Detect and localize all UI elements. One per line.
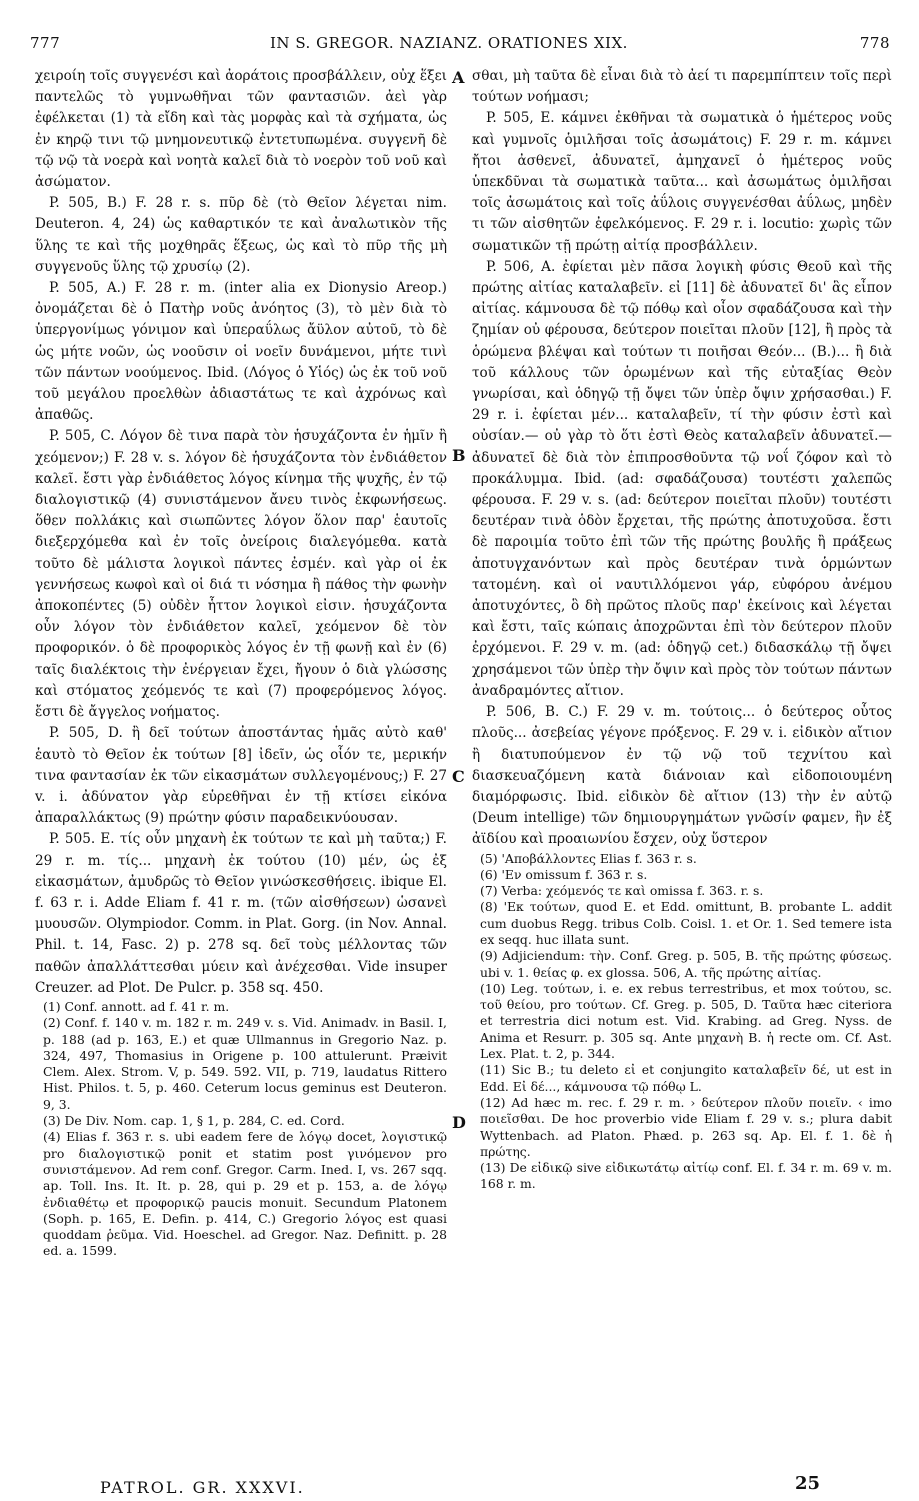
left-paragraph-4: P. 505, C. Λόγον δὲ τινα παρὰ τὸν ἡσυχάζοντα ἐν ἡμῖν ἢ χεόμενον;) F. 28 v. s. λόγον δὲ ἡσυχάζοντα τὸν ἐνδιάθετον καλεῖ. ἔστι γὰρ ἐνδιάθετος λόγος κίνημα τῆς ψυχῆς, ἐν τῷ διαλογιστικῷ (4) συνιστάμενον ἄνευ τινὸς ἐκφωνήσεως. ὅθεν πολλάκις καὶ σιωπῶντες λόγον ὅλον παρ' ἑαυτοῖς διεξερχόμεθα καὶ ἐν τοῖς ὀνείροις διαλεγόμεθα. κατὰ τοῦτο δὲ μάλιστα λογικοὶ πάντες ἐσμέν. καὶ γὰρ οἱ ἐκ γεννήσεως κωφοὶ καὶ οἱ διά τι νόσημα ἢ πάθος τὴν φωνὴν ἀποκοπέντες (5) οὐδὲν ἧττον λογικοὶ εἰσιν. ἡσυχάζοντα οὖν λόγον τὸν ἐνδιάθετον καλεῖ, χεόμενον δὲ τὸν προφορικόν. ὁ δὲ προφορικὸς λόγος ἐν τῇ φωνῇ καὶ ἐν (6) ταῖς διαλέκτοις τὴν ἐνέργειαν ἔχει, ἤγουν ὁ διὰ γλώσσης καὶ στόματος χεόμενός τε καὶ (7) προφερόμενος λόγος. ἔστι δὲ ἄγγελος νοήματος. [35,428,447,721]
signature-line: PATROL. GR. XXXVI. [100,1478,305,1497]
left-paragraph-6: P. 505. E. τίς οὖν μηχανὴ ἐκ τούτων τε καὶ μὴ ταῦτα;) F. 29 r. m. τίς... μηχανὴ ἐκ τούτου (10) μέν, ὡς ἐξ εἰκασμάτων, ἀμυδρῶς τὸ Θεῖον γινώσκεσθήσεις. ibique El. f. 63 r. i. Adde Eliam f. 41 r. m. (τῶν αἰσθήσεων) ὡσανεὶ μυουσῶν. Olympiodor. Comm. in Plat. Gorg. (in Nov. Annal. Phil. t. 14, Fasc. 2) p. 278 sq. δεῖ τοὺς μέλλοντας τῶν παθῶν ἀπαλλάττεσθαι μύειν καὶ ἀνέχεσθαι. Vide insuper Creuzer. ad Plot. De Pulcr. p. 358 sq. 450. [35,831,447,996]
footnote-9: (9) Adjiciendum: τὴν. Conf. Greg. p. 505, B. τῆς πρώτης φύσεως. ubi v. 1. θείας φ. ex glossa. 506, A. τῆς πρώτης αἰτίας. [480,948,892,980]
signature-number: 25 [795,1473,821,1494]
left-paragraph-2: P. 505, B.) F. 28 r. s. πῦρ δὲ (τὸ Θεῖον λέγεται nim. Deuteron. 4, 24) ὡς καθαρτικόν τε καὶ ἀναλωτικὸν τῆς ὕλης τε καὶ τῆς μοχθηρᾶς ἕξεως, ὡς καὶ τὸ πῦρ τῆς μὴ συγγενοῦς ὕλης τῷ χρυσίῳ (2). [35,195,447,275]
right-column [472,66,892,1193]
right-paragraph-1: σθαι, μὴ ταῦτα δὲ εἶναι διὰ τὸ ἀεί τι παρεμπίπτειν τοῖς περὶ τούτων νοήμασι; [472,68,892,106]
footnote-8: (8) 'Εκ τούτων, quod E. et Edd. omittunt, B. probante L. addit cum duobus Regg. tribus Colb. Coisl. 1. et Or. 1. Sed temere ista ex seqq. huc illata sunt. [480,899,892,947]
right-paragraph-4: P. 506, B. C.) F. 29 v. m. τούτοις... ὁ δεύτερος οὗτος πλοῦς... ἀσεβείας γέγονε πρόξενος. F. 29 v. i. εἰδικὸν αἴτιον ἢ διατυπούμενον ἐν τῷ νῷ τοῦ τεχνίτου καὶ διασκευαζόμενη κατὰ διάνοιαν καὶ εἰδοποιουμένη διαμόρφωσις. Ibid. εἰδικὸν δὲ αἴτιον (13) τὴν ἐν αὐτῷ (Deum intellige) τῶν δημιουργημάτων γνῶσίν φαμεν, ἣν ἐξ ἀϊδίου καὶ προαιωνίου ἔσχεν, οὐχ ὕστερον [472,704,892,848]
footnote-7: (7) Verba: χεόμενός τε καὶ omissa f. 363. r. s. [480,883,764,899]
page-number-left: 777 [30,34,61,52]
page-number-right: 778 [859,34,890,52]
left-column [35,66,447,1260]
footnote-2: (2) Conf. f. 140 v. m. 182 r. m. 249 v. s. Vid. Animadv. in Basil. I, p. 188 (ad p. 163, E.) et quæ Ullmannus in Gregorio Naz. p. 324, 497, Thomasius in Origene p. 100 attulerunt. Præivit Clem. Alex. Strom. V, p. 549. 592. VII, p. 719, laudatus Rittero Hist. Philos. t. 5, p. 460. Ceterum locus geminus est Deuteron. 9, 3. [43,1015,447,1112]
footnote-4: (4) Elias f. 363 r. s. ubi eadem fere de λόγῳ docet, λογιστικῷ pro διαλογιστικῷ ponit et statim post γινόμενον pro συνιστάμενον. Ad rem conf. Gregor. Carm. Ined. I, vs. 267 sqq. ap. Toll. Ins. It. It. p. 28, qui p. 29 et p. 153, a. de λόγῳ ἐνδιαθέτῳ et προφορικῷ paucis monuit. Secundum Platonem (Soph. p. 165, E. Defin. p. 414, C.) Gregorio λόγος est quasi quoddam ῥεῦμα. Vid. Hoeschel. ad Gregor. Naz. Definitt. p. 28 ed. a. 1599. [43,1129,447,1259]
footnote-13: (13) De εἰδικῷ sive εἰδικωτάτῳ αἰτίῳ conf. El. f. 34 r. m. 69 v. m. 168 r. m. [480,1160,892,1192]
footnote-11: (11) Sic B.; tu deleto εἰ et conjungito καταλαβεῖν δέ, ut est in Edd. Εἰ δέ..., κάμνουσα τῷ πόθῳ L. [480,1062,892,1094]
margin-letter-c: C [452,767,465,786]
margin-letter-d: D [452,1113,466,1132]
footnote-10: (10) Leg. τούτων, i. e. ex rebus terrestribus, et mox τούτου, sc. τοῦ θείου, pro τούτων. Cf. Greg. p. 505, D. Ταῦτα hæc citeriora et terrestria dici notum est. Vid. Krabing. ad Greg. Nyss. de Anima et Resurr. p. 305 sq. Ante μηχανὴ B. ἡ recte om. Cf. Ast. Lex. Plat. t. 2, p. 344. [480,980,892,1062]
page-header [30,34,890,56]
footnote-5: (5) 'Αποβάλλοντες Elias f. 363 r. s. [480,850,697,866]
margin-letter-a: A [452,68,465,87]
right-paragraph-2: P. 505, E. κάμνει ἐκθῆναι τὰ σωματικὰ ὁ ἡμέτερος νοῦς καὶ γυμνοῖς ὁμιλῆσαι τοῖς ἀσωμάτοις) F. 29 r. m. κάμνει ἤτοι ἀσθενεῖ, ἀδυνατεῖ, ἀμηχανεῖ ὁ ἡμέτερος νοῦς ὑπεκδῦναι τὰ σωματικὰ ταῦτα... καὶ ἀσωμάτως ὁμιλῆσαι τοῖς ἀσωμάτοις καὶ τοῖς ἀΰλοις συγγενέσθαι ἀΰλως, μηδὲν τι τῶν αἰσθητῶν ἐφελκόμενος. F. 29 r. i. locutio: χωρὶς τῶν σωματικῶν τῇ πρώτῃ αἰτίᾳ προσβάλλειν. [472,110,892,254]
left-paragraph-1: χειροίη τοῖς συγγενέσι καὶ ἀοράτοις προσβάλλειν, οὐχ ἕξει παντελῶς τὸ γυμνωθῆναι τῶν φαντασιῶν. ἀεὶ γὰρ ἐφέλκεται (1) τὰ εἴδη καὶ τὰς μορφὰς καὶ τὰ σχήματα, ὡς ἐν κηρῷ τινι τῷ μνημονευτικῷ ἐντετυπωμένα. συγγενῆ δὲ τῷ νῷ τὰ νοερὰ καὶ νοητὰ καλεῖ διὰ τὸ νοερὸν τοῦ νοῦ καὶ ἀσώματον. [35,68,447,191]
running-title: IN S. GREGOR. NAZIANZ. ORATIONES XIX. [270,34,628,52]
right-paragraph-3: P. 506, A. ἐφίεται μὲν πᾶσα λογικὴ φύσις Θεοῦ καὶ τῆς πρώτης αἰτίας καταλαβεῖν. εἰ [11] δὲ ἀδυνατεῖ δι' ἃς εἶπον αἰτίας. κάμνουσα δὲ τῷ πόθῳ καὶ οἷον σφαδάζουσα καὶ τὴν ζημίαν οὐ φέρουσα, δεύτερον ποιεῖται πλοῦν [12], ἢ πρὸς τὰ ὁρώμενα βλέψαι καὶ τούτων τι ποιῆσαι Θεόν... (B.)... ἢ διὰ τοῦ κάλλους τῶν ὁρωμένων καὶ τῆς εὐταξίας Θεὸν γνωρίσαι, καὶ ὁδηγῷ τῇ ὄψει τῶν ὑπὲρ ὄψιν χρήσασθαι.) F. 29 r. i. ἐφίεται μέν... καταλαβεῖν, τί τὴν φύσιν ἐστὶ καὶ οὐσίαν.— οὐ γὰρ τὸ ὅτι ἐστὶ Θεὸς καταλαβεῖν ἀδυνατεῖ.— ἀδυνατεῖ δὲ διὰ τὸν ἐπιπροσθοῦντα τῷ νοΐ ζόφον καὶ τὸ προκάλυμμα. Ibid. (ad: σφαδάζουσα) τουτέστι χαλεπῶς φέρουσα. F. 29 v. s. (ad: δεύτερον ποιεῖται πλοῦν) τουτέστι δευτέραν τινὰ ὁδὸν ἔρχεται, τῆς πρώτης ἀποτυχοῦσα. ἔστι δὲ παροιμία τοῦτο ἐπὶ τῶν τῆς πρώτης βουλῆς ἢ πράξεως ἀποτυγχανόντων καὶ πρὸς δευτέραν τινὰ ὁρμώντων τατομένη. καὶ οἱ ναυτιλλόμενοι γάρ, εὐφόρου ἀνέμου ἀποτυχόντες, ὃ δὴ πρῶτος πλοῦς παρ' ἐκείνοις καὶ λέγεται καὶ ἔστι, ταῖς κώπαις ἀποχρῶνται ἐπὶ τὸν δεύτερον πλοῦν ἐρχόμενοι. F. 29 v. m. (ad: ὁδηγῷ cet.) διδασκάλῳ τῇ ὄψει χρησάμενοι τῶν ὑπὲρ τὴν ὄψιν καὶ πρὸς τὸν τούτων πάντων ἀναδραμόντες αἴτιον. [472,258,892,699]
footnote-6: (6) 'Εν omissum f. 363 r. s. [480,866,648,882]
margin-letter-b: B [452,446,466,465]
left-paragraph-5: P. 505, D. ἢ δεῖ τούτων ἀποστάντας ἡμᾶς αὐτὸ καθ' ἑαυτὸ τὸ Θεῖον ἐκ τούτων [8] ἰδεῖν, ὡς οἷόν τε, μερικήν τινα φαντασίαν ἐκ τῶν εἰκασμάτων συλλεγομένους;) F. 27 v. i. ἀδύνατον γὰρ εὑρεθῆναι ἐν τῇ κτίσει εἰκόνα ἀπαραλλάκτως (9) πρώτην φύσιν παραδεικνύουσαν. [35,725,447,827]
footnote-1: (1) Conf. annott. ad f. 41 r. m. [43,998,230,1014]
footnote-12: (12) Ad hæc m. rec. f. 29 r. m. › δεύτερον πλοῦν ποιεῖν. ‹ imo ποιεῖσθαι. De hoc proverbio vide Eliam f. 29 v. s.; plura dabit Wyttenbach. ad Platon. Phæd. p. 263 sq. Ap. El. f. 1. δὲ ἡ πρώτης. [480,1094,892,1159]
left-paragraph-3: P. 505, A.) F. 28 r. m. (inter alia ex Dionysio Areop.) ὀνομάζεται δὲ ὁ Πατὴρ νοῦς ἀνόητος (3), τὸ μὲν διὰ τὸ ὑπεργονίμως γόνιμον καὶ ὑπεραΰλως ἄϋλον αὐτοῦ, τὸ δὲ ὡς μήτε νοῶν, ὡς νοοῦσιν οἱ νοεῖν δυνάμενοι, μήτε τινὶ τῶν πάντων νοούμενος. Ibid. (Λόγος ὁ Υἱός) ὡς ἐκ τοῦ νοῦ τοῦ μεγάλου προελθὼν ἀδιαστάτως τε καὶ ἀχρόνως καὶ ἀπαθῶς. [35,280,447,424]
footnote-3: (3) De Div. Nom. cap. 1, § 1, p. 284, C. ed. Cord. [43,1113,345,1129]
